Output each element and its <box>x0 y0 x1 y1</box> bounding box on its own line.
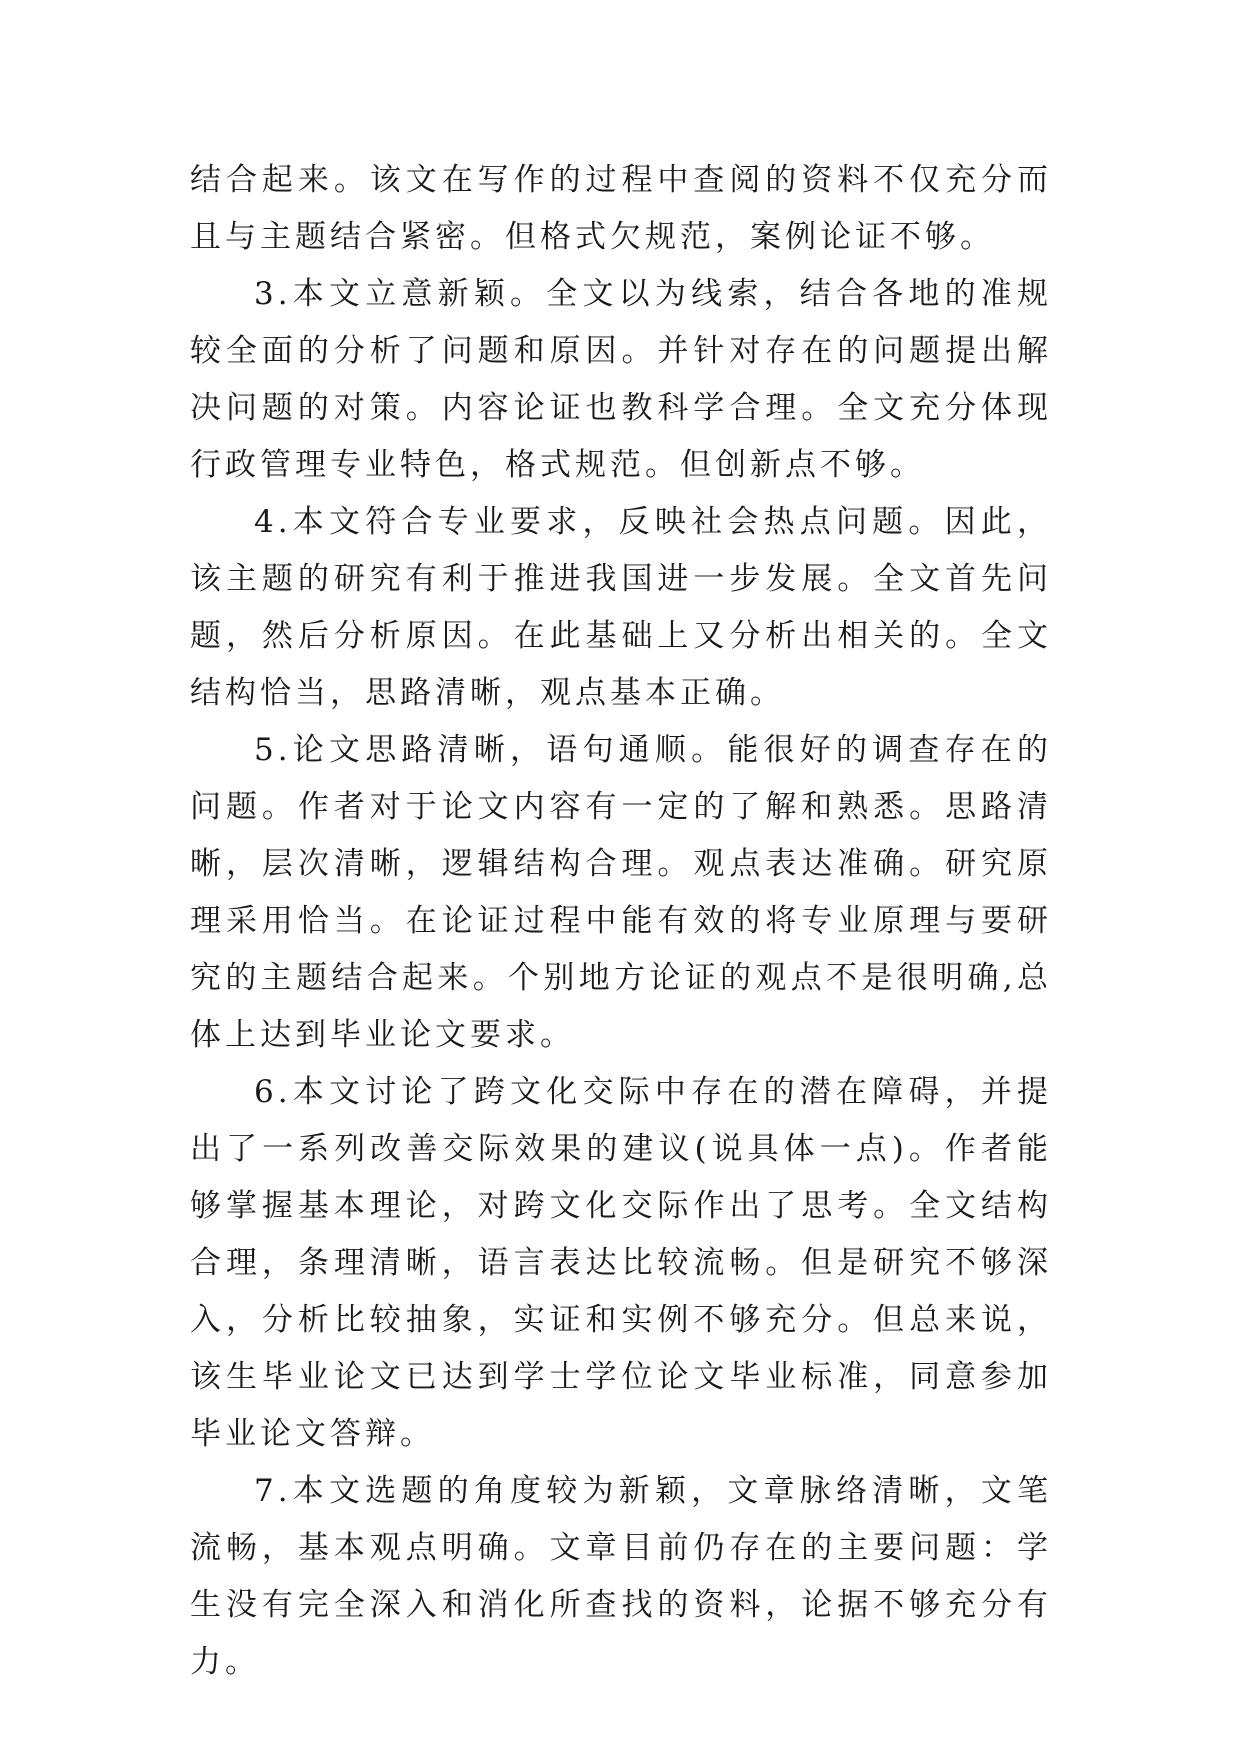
paragraph-item-5: 5.论文思路清晰，语句通顺。能很好的调查存在的问题。作者对于论文内容有一定的了解和熟悉。思路清晰，层次清晰，逻辑结构合理。观点表达准确。研究原理采用恰当。在论证过程中能有效的将专业原理与要研究的主题结合起来。个别地方论证的观点不是很明确,总体上达到毕业论文要求。 <box>190 732 1052 1053</box>
paragraph-item-6: 6.本文讨论了跨文化交际中存在的潜在障碍，并提出了一系列改善交际效果的建议(说具体一点)。作者能够掌握基本理论，对跨文化交际作出了思考。全文结构合理，条理清晰，语言表达比较流畅。但是研究不够深入，分析比较抽象，实证和实例不够充分。但总来说，该生毕业论文已达到学士学位论文毕业标准，同意参加毕业论文答辩。 <box>190 1074 1052 1452</box>
paragraph-continuation: 结合起来。该文在写作的过程中查阅的资料不仅充分而且与主题结合紧密。但格式欠规范，案例论证不够。 <box>190 162 1052 255</box>
paragraph-item-7: 7.本文选题的角度较为新颖，文章脉络清晰，文笔流畅，基本观点明确。文章目前仍存在的主要问题：学生没有完全深入和消化所查找的资料，论据不够充分有力。 <box>190 1473 1052 1680</box>
document-body <box>190 152 1052 1691</box>
paragraph-item-3: 3.本文立意新颖。全文以为线索，结合各地的准规较全面的分析了问题和原因。并针对存在的问题提出解决问题的对策。内容论证也教科学合理。全文充分体现行政管理专业特色，格式规范。但创新点不够。 <box>190 276 1052 483</box>
paragraph-item-4: 4.本文符合专业要求，反映社会热点问题。因此，该主题的研究有利于推进我国进一步发展。全文首先问题，然后分析原因。在此基础上又分析出相关的。全文结构恰当，思路清晰，观点基本正确。 <box>190 504 1052 711</box>
